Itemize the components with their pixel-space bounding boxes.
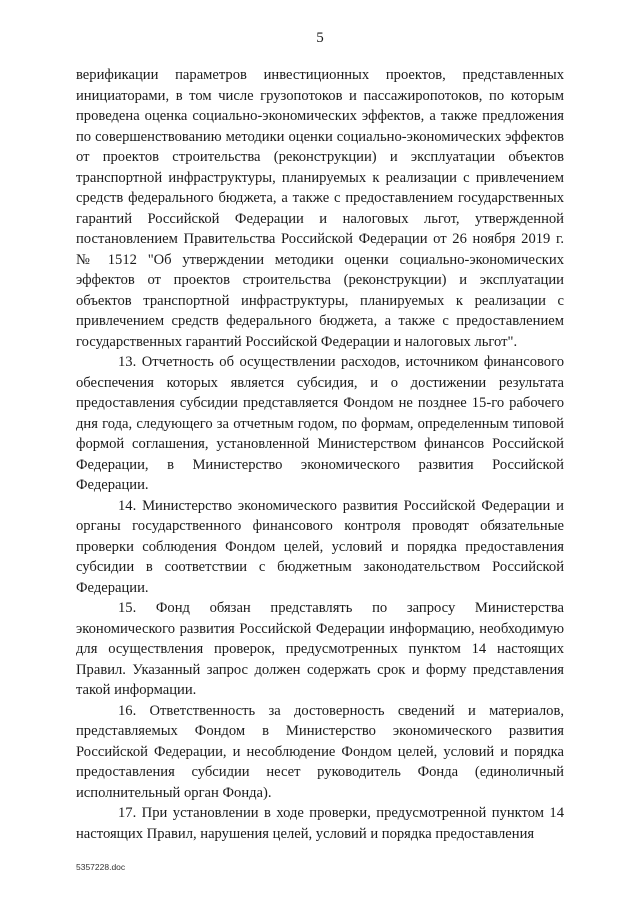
- footer-document-code: 5357228.doc: [76, 862, 126, 872]
- document-body: [76, 65, 564, 844]
- paragraph-13: 13. Отчетность об осуществлении расходов, источником финансового обеспечения которых является субсидия, и о достижении результата предоставления субсидии представляется Фондом не позднее 15-го рабочего дня года, следующего за отчетным годом, по формам, определенным типовой формой соглашения, установленной Министерством финансов Российской Федерации, в Министерство экономического развития Российской Федерации.: [76, 354, 564, 493]
- paragraph-17: 17. При установлении в ходе проверки, предусмотренной пунктом 14 настоящих Правил, нарушения целей, условий и порядка предоставления: [76, 805, 564, 842]
- paragraph-14: 14. Министерство экономического развития Российской Федерации и органы государственного финансового контроля проводят обязательные проверки соблюдения Фондом целей, условий и порядка предоставления субсидии в соответствии с бюджетным законодательством Российской Федерации.: [76, 497, 564, 596]
- paragraph-15: 15. Фонд обязан представлять по запросу Министерства экономического развития Российской Федерации информацию, необходимую для осуществления проверок, предусмотренных пунктом 14 настоящих Правил. Указанный запрос должен содержать срок и форму представления такой информации.: [76, 600, 564, 698]
- page-number: 5: [316, 30, 324, 46]
- paragraph-16: 16. Ответственность за достоверность сведений и материалов, представляемых Фондом в Министерство экономического развития Российской Федерации, и несоблюдение Фондом целей, условий и порядка предоставления субсидии несет руководитель Фонда (единоличный исполнительный орган Фонда).: [76, 702, 564, 801]
- paragraph-continuation: верификации параметров инвестиционных проектов, представленных инициаторами, в том числе грузопотоков и пассажиропотоков, по которым проведена оценка социально-экономических эффектов, а также предложения по совершенствованию методики оценки социально-экономических эффектов от проектов строительства (реконструкции) и эксплуатации объектов транспортной инфраструктуры, планируемых к реализации с привлечением средств федерального бюджета, а также с предоставлением государственных гарантий Российской Федерации и налоговых льгот, утвержденной постановлением Правительства Российской Федерации от 26 ноября 2019 г. № 1512 "Об утверждении методики оценки социально-экономических эффектов от проектов строительства (реконструкции) и эксплуатации объектов транспортной инфраструктуры, планируемых к реализации с привлечением средств федерального бюджета, а также с предоставлением государственных гарантий Российской Федерации и налоговых льгот".: [76, 67, 564, 350]
